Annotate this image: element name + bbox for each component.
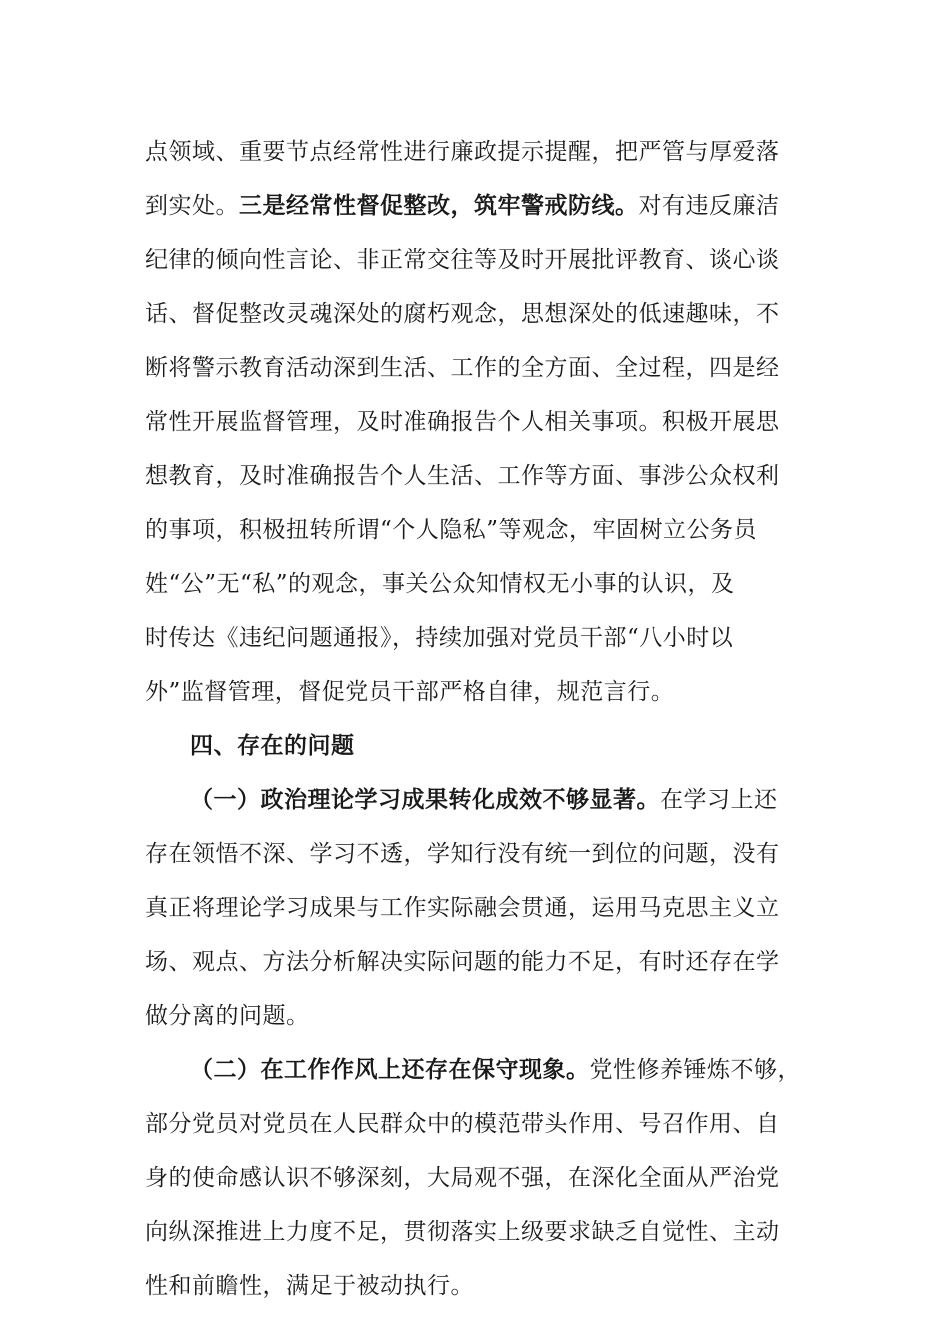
paragraph-line — [145, 458, 780, 494]
text-run: 纪律的倾向性言论、非正常交往等及时开展批评教育、谈心谈 — [145, 247, 780, 273]
paragraph-line — [145, 512, 757, 548]
item-heading: （一）政治理论学习成果转化成效不够显著。 — [190, 786, 660, 813]
text-run: 断将警示教育活动深到生活、工作的全方面、全过程，四是经 — [145, 355, 780, 381]
text-run: 党性修养锤炼不够， — [589, 1057, 801, 1083]
paragraph-line — [145, 1106, 780, 1142]
text-run: 真正将理论学习成果与工作实际融会贯通，运用马克思主义立 — [145, 895, 780, 921]
text-run: 向纵深推进上力度不足，贯彻落实上级要求缺乏自觉性、主动 — [145, 1219, 780, 1245]
paragraph-line — [145, 1268, 474, 1304]
text-run: 想教育，及时准确报告个人生活、工作等方面、事涉公众权利 — [145, 463, 780, 489]
paragraph-line — [145, 620, 733, 656]
paragraph-line — [145, 836, 780, 872]
text-run: 的事项，积极扭转所谓“个人隐私”等观念，牢固树立公务员 — [145, 517, 758, 543]
text-run: 性和前瞻性，满足于被动执行。 — [145, 1273, 474, 1299]
text-run: 话、督促整改灵魂深处的腐朽观念，思想深处的低速趣味，不 — [145, 301, 780, 327]
bold-lead-phrase: 三是经常性督促整改，筑牢警戒防线。 — [239, 192, 639, 219]
text-run: 场、观点、方法分析解决实际问题的能力不足，有时还存在学 — [145, 949, 780, 975]
item-heading: （二）在工作作风上还存在保守现象。 — [190, 1056, 590, 1083]
paragraph-line — [190, 1052, 801, 1088]
paragraph-line — [145, 134, 780, 170]
text-run: 常性开展监督管理，及时准确报告个人相关事项。积极开展思 — [145, 409, 780, 435]
section-heading: 四、存在的问题 — [190, 732, 355, 759]
paragraph-line — [145, 350, 780, 386]
paragraph-line — [145, 1214, 780, 1250]
paragraph-line — [145, 242, 780, 278]
text-run: 时传达《违纪问题通报》，持续加强对党员干部“八小时以 — [145, 625, 734, 651]
paragraph-line — [145, 1160, 780, 1196]
text-run: 部分党员对党员在人民群众中的模范带头作用、号召作用、自 — [145, 1111, 780, 1137]
text-run: 存在领悟不深、学习不透，学知行没有统一到位的问题，没有 — [145, 841, 780, 867]
text-run: 在学习上还 — [660, 787, 778, 813]
text-run: 做分离的问题。 — [145, 1003, 310, 1029]
text-run: 对有违反廉洁 — [638, 193, 780, 219]
text-run: 外”监督管理，督促党员干部严格自律，规范言行。 — [145, 679, 675, 705]
text-run: 点领域、重要节点经常性进行廉政提示提醒，把严管与厚爱落 — [145, 139, 780, 165]
paragraph-line — [145, 944, 780, 980]
text-run: 到实处。 — [145, 193, 239, 219]
paragraph-line — [145, 566, 735, 602]
paragraph-line — [190, 782, 778, 818]
paragraph-line — [145, 890, 780, 926]
paragraph-line — [145, 404, 780, 440]
paragraph-line — [145, 296, 780, 332]
paragraph-line — [145, 674, 674, 710]
paragraph-line — [145, 998, 310, 1034]
text-run: 身的使命感认识不够深刻，大局观不强，在深化全面从严治党 — [145, 1165, 780, 1191]
text-run: 姓“公”无“私”的观念，事关公众知情权无小事的认识，及 — [145, 571, 735, 597]
paragraph-line — [145, 188, 780, 224]
